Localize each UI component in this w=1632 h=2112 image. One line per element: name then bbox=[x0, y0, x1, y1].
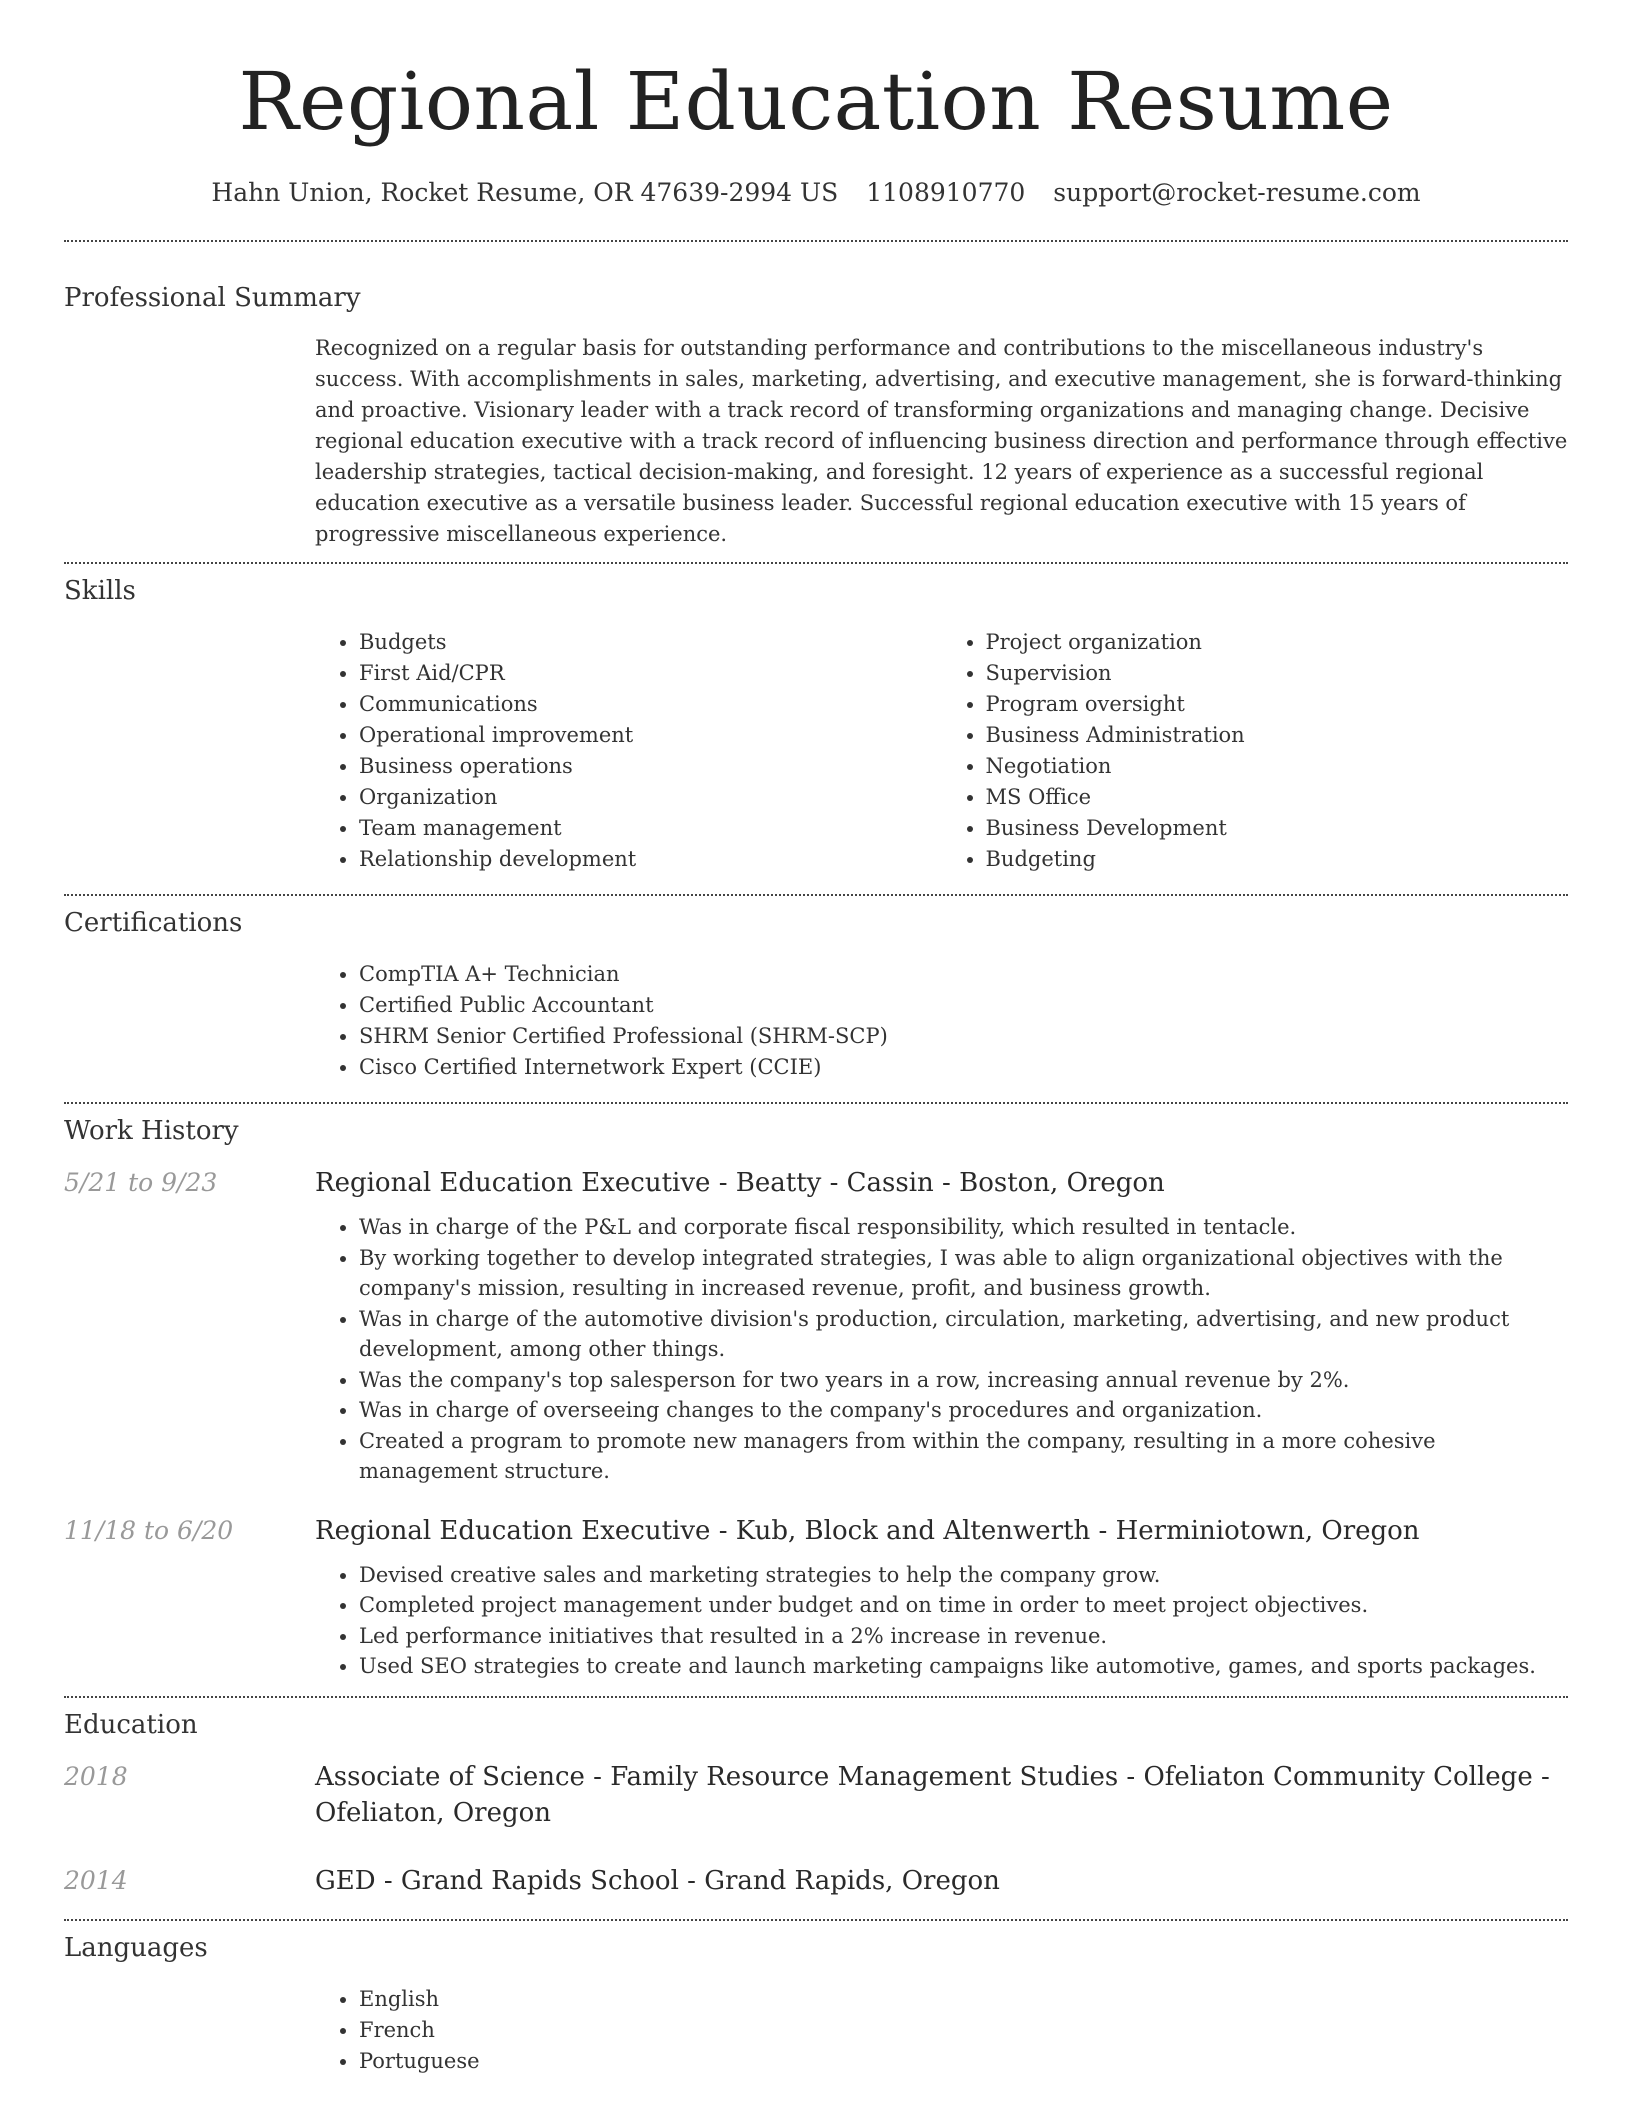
education-year: 2014 bbox=[64, 1865, 128, 1895]
education-entry bbox=[64, 1863, 1568, 1899]
contact-email: support@rocket-resume.com bbox=[1053, 178, 1421, 207]
skill-item: • Business Development bbox=[986, 813, 1569, 844]
skill-item: • Negotiation bbox=[986, 751, 1569, 782]
language-item: • Portuguese bbox=[359, 2046, 1568, 2077]
contact-phone: 1108910770 bbox=[866, 178, 1026, 207]
work-title: Regional Education Executive - Kub, Block and Altenwerth - Herminiotown, Oregon bbox=[315, 1515, 1420, 1546]
skills-list-right bbox=[942, 627, 1569, 875]
contact-line bbox=[64, 176, 1568, 210]
section-title-work-history: Work History bbox=[64, 1116, 239, 1146]
divider bbox=[64, 1919, 1568, 1921]
education-entry bbox=[64, 1759, 1568, 1831]
summary-text: Recognized on a regular basis for outstanding performance and contributions to the miscellaneous industry's success. With accomplishments in sales, marketing, advertising, and executive management, she is forward-thinking and proactive. Visionary leader with a track record of transforming organizations and managing change. Decisive regional education executive with a track record of influencing business direction and performance through effective leadership strategies, tactical decision-making, and foresight. 12 years of experience as a successful regional education executive as a versatile business leader. Successful regional education executive with 15 years of progressive miscellaneous experience. bbox=[315, 336, 1568, 546]
work-bullet: • Was in charge of the automotive division's production, circulation, marketing, advertising, and new product development, among other things. bbox=[359, 1304, 1568, 1365]
skill-item: • Team management bbox=[359, 813, 942, 844]
certifications-list bbox=[315, 959, 1568, 1083]
education-year: 2018 bbox=[64, 1761, 128, 1791]
work-bullet: • Led performance initiatives that resulted in a 2% increase in revenue. bbox=[359, 1621, 1568, 1652]
work-bullet: • Was the company's top salesperson for two years in a row, increasing annual revenue by 2%. bbox=[359, 1365, 1568, 1396]
skill-item: • First Aid/CPR bbox=[359, 658, 942, 689]
work-bullet: • Was in charge of the P&L and corporate fiscal responsibility, which resulted in tentacle. bbox=[359, 1212, 1568, 1243]
skill-item: • Business operations bbox=[359, 751, 942, 782]
skills-list-left bbox=[315, 627, 942, 875]
resume-title: Regional Education Resume bbox=[238, 55, 1394, 148]
skill-item: • Communications bbox=[359, 689, 942, 720]
certification-item: • CompTIA A+ Technician bbox=[359, 959, 1568, 990]
divider bbox=[64, 1102, 1568, 1104]
skill-item: • Relationship development bbox=[359, 844, 942, 875]
divider bbox=[64, 1696, 1568, 1698]
contact-address: Hahn Union, Rocket Resume, OR 47639-2994 US bbox=[211, 178, 839, 207]
language-item: • French bbox=[359, 2015, 1568, 2046]
work-bullet: • Was in charge of overseeing changes to the company's procedures and organization. bbox=[359, 1395, 1568, 1426]
work-dates: 11/18 to 6/20 bbox=[64, 1515, 234, 1545]
section-title-summary: Professional Summary bbox=[64, 283, 361, 313]
skill-item: • Project organization bbox=[986, 627, 1569, 658]
section-title-languages: Languages bbox=[64, 1932, 208, 1963]
certification-item: • SHRM Senior Certified Professional (SHRM-SCP) bbox=[359, 1021, 1568, 1052]
work-bullets bbox=[315, 1560, 1568, 1682]
divider bbox=[64, 562, 1568, 564]
work-bullet: • Created a program to promote new managers from within the company, resulting in a more cohesive management structure. bbox=[359, 1426, 1568, 1487]
divider bbox=[64, 894, 1568, 896]
section-title-education: Education bbox=[64, 1709, 198, 1740]
divider bbox=[64, 240, 1568, 242]
skill-item: • Supervision bbox=[986, 658, 1569, 689]
certification-item: • Cisco Certified Internetwork Expert (CCIE) bbox=[359, 1052, 1568, 1083]
skills-grid bbox=[315, 627, 1568, 875]
work-entry bbox=[64, 1513, 1568, 1549]
languages-list bbox=[315, 1984, 1568, 2077]
education-title: GED - Grand Rapids School - Grand Rapids, Oregon bbox=[315, 1865, 1000, 1896]
work-dates: 5/21 to 9/23 bbox=[64, 1168, 218, 1197]
skill-item: • Operational improvement bbox=[359, 720, 942, 751]
skill-item: • MS Office bbox=[986, 782, 1569, 813]
section-title-certifications: Certifications bbox=[64, 908, 243, 938]
work-bullet: • By working together to develop integrated strategies, I was able to align organizational objectives with the company's mission, resulting in increased revenue, profit, and business growth. bbox=[359, 1243, 1568, 1304]
section-title-skills: Skills bbox=[64, 576, 136, 606]
work-title: Regional Education Executive - Beatty - Cassin - Boston, Oregon bbox=[315, 1168, 1165, 1198]
education-title: Associate of Science - Family Resource Management Studies - Ofeliaton Community College - Ofeliaton, Oregon bbox=[315, 1761, 1550, 1828]
work-bullet: • Completed project management under budget and on time in order to meet project objectives. bbox=[359, 1590, 1568, 1621]
work-bullets bbox=[315, 1212, 1568, 1487]
work-bullet: • Devised creative sales and marketing strategies to help the company grow. bbox=[359, 1560, 1568, 1591]
language-item: • English bbox=[359, 1984, 1568, 2015]
skill-item: • Budgeting bbox=[986, 844, 1569, 875]
skill-item: • Budgets bbox=[359, 627, 942, 658]
certification-item: • Certified Public Accountant bbox=[359, 990, 1568, 1021]
skill-item: • Organization bbox=[359, 782, 942, 813]
work-entry bbox=[64, 1165, 1568, 1201]
skill-item: • Business Administration bbox=[986, 720, 1569, 751]
work-bullet: • Used SEO strategies to create and launch marketing campaigns like automotive, games, and sports packages. bbox=[359, 1651, 1568, 1682]
skill-item: • Program oversight bbox=[986, 689, 1569, 720]
